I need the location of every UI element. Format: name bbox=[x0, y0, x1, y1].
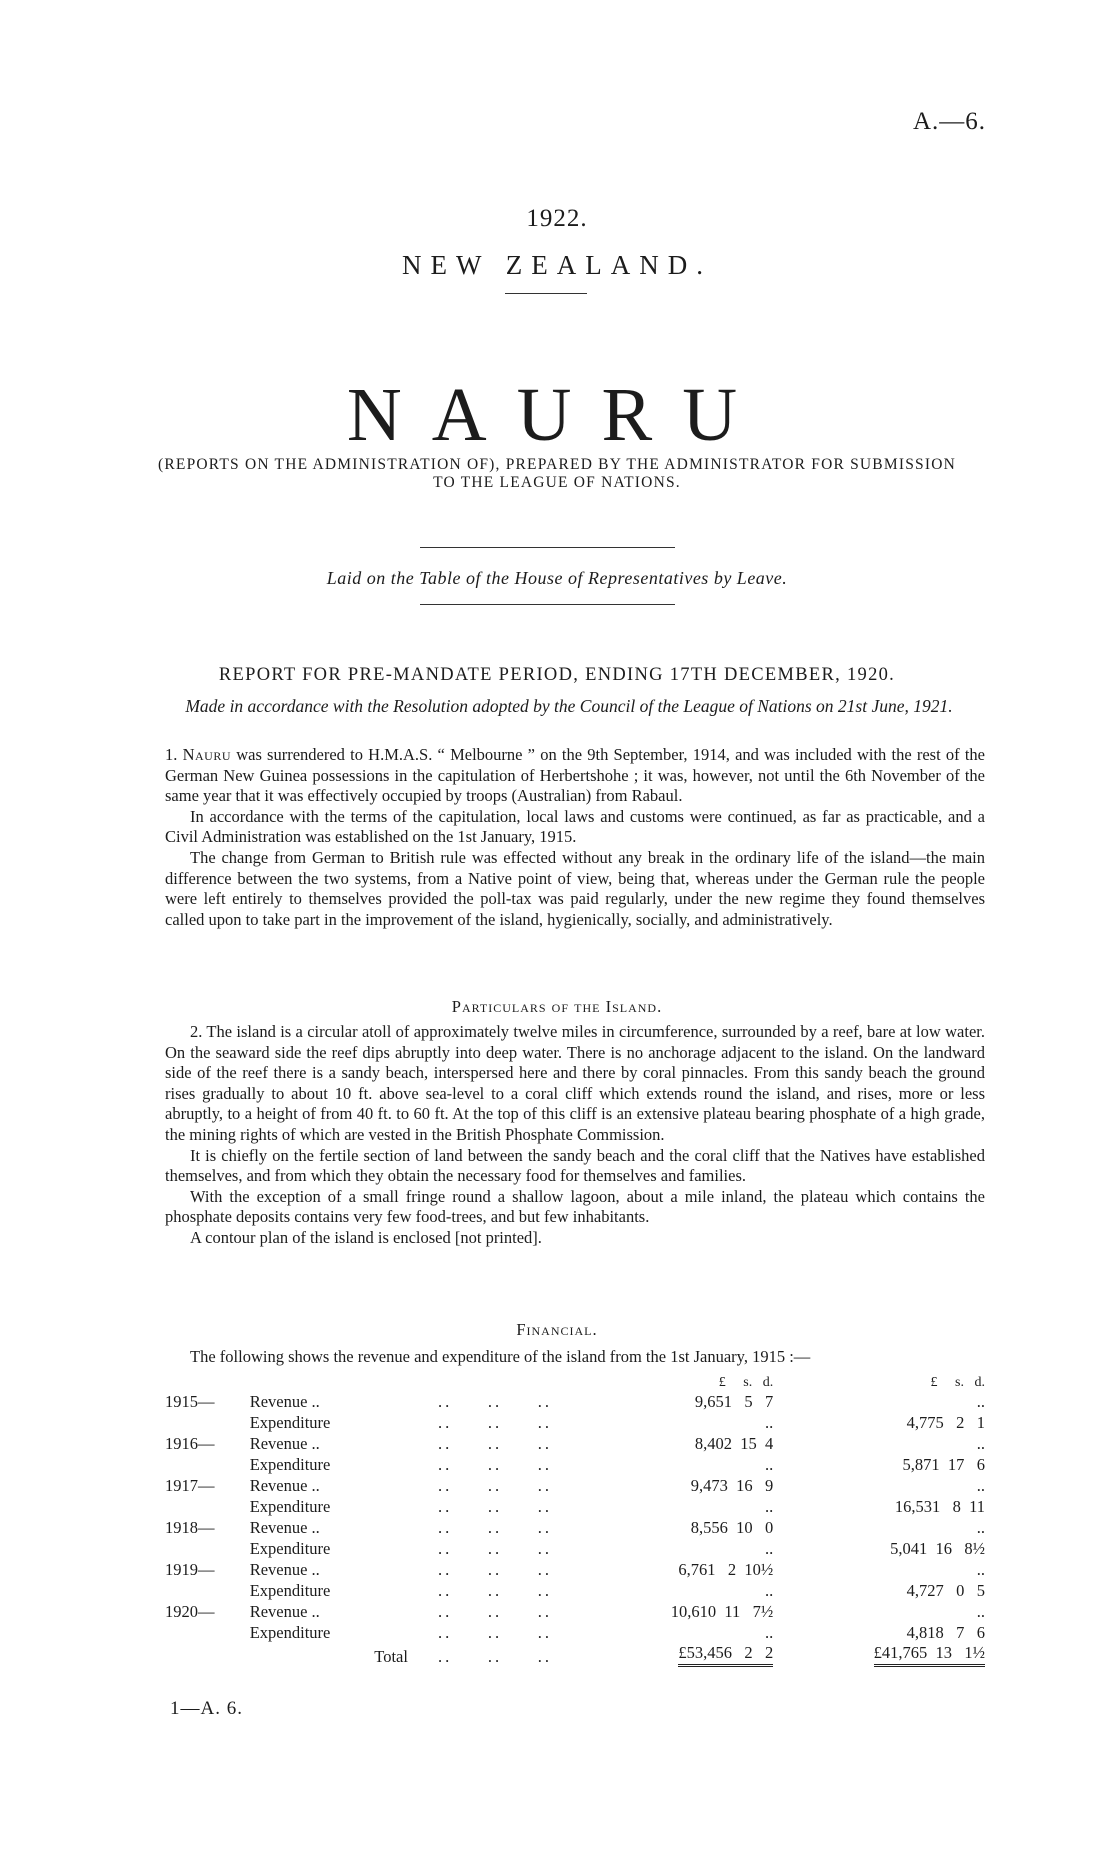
row-year: 1915— bbox=[165, 1392, 215, 1411]
row-revenue: 8,402 15 4 bbox=[694, 1434, 774, 1453]
row-leader-dots: .. .. .. bbox=[437, 1497, 552, 1516]
main-title: NAURU bbox=[346, 373, 768, 457]
paragraph-1 bbox=[165, 745, 985, 807]
row-label: Expenditure bbox=[249, 1455, 331, 1474]
country-heading: NEW ZEALAND. bbox=[402, 250, 712, 280]
row-year bbox=[165, 1538, 250, 1559]
table-row bbox=[165, 1559, 985, 1580]
row-revenue: 9,651 5 7 bbox=[694, 1392, 774, 1411]
total-expenditure: £41,765 13 1½ bbox=[874, 1643, 985, 1667]
paragraph-2: In accordance with the terms of the capitulation, local laws and customs were continued, as far as practicable, and a Civil Administration was established on the 1st January, 1915. bbox=[165, 806, 985, 847]
row-expenditure: 4,727 0 5 bbox=[906, 1581, 985, 1600]
intro-section bbox=[165, 745, 985, 930]
row-label: Revenue .. bbox=[249, 1518, 320, 1537]
expenditure-column-header: £ s. d. bbox=[930, 1375, 985, 1390]
table-row bbox=[165, 1412, 985, 1433]
row-year bbox=[165, 1412, 250, 1433]
row-expenditure: 5,871 17 6 bbox=[902, 1455, 985, 1474]
row-year bbox=[165, 1454, 250, 1475]
heading-financial: Financial. bbox=[516, 1320, 598, 1339]
table-header-row bbox=[165, 1370, 985, 1391]
table-row bbox=[165, 1454, 985, 1475]
row-revenue: 6,761 2 10½ bbox=[678, 1560, 774, 1579]
paragraph-7: A contour plan of the island is enclosed [not printed]. bbox=[190, 1227, 542, 1247]
financial-table bbox=[165, 1370, 985, 1667]
row-label: Revenue .. bbox=[249, 1560, 320, 1579]
divider-short bbox=[505, 293, 587, 294]
particulars-section bbox=[165, 1022, 985, 1249]
row-expenditure: .. bbox=[976, 1560, 985, 1579]
table-row bbox=[165, 1391, 985, 1412]
table-row bbox=[165, 1601, 985, 1622]
table-row bbox=[165, 1622, 985, 1643]
row-year: 1918— bbox=[165, 1518, 215, 1537]
row-expenditure: 16,531 8 11 bbox=[894, 1497, 985, 1516]
row-revenue: 8,556 10 0 bbox=[690, 1518, 774, 1537]
row-label: Expenditure bbox=[249, 1497, 331, 1516]
report-subheading: Made in accordance with the Resolution adopted by the Council of the League of Nations on 21st June, 1921. bbox=[185, 696, 953, 716]
row-label: Revenue .. bbox=[249, 1602, 320, 1621]
paragraph-5: It is chiefly on the fertile section of land between the sandy beach and the coral cliff that the Natives have established themselves, and from which they obtain the necessary food for themselves and families. bbox=[165, 1145, 985, 1186]
row-leader-dots: .. .. .. bbox=[437, 1623, 552, 1642]
row-leader-dots: .. .. .. bbox=[437, 1602, 552, 1621]
table-row bbox=[165, 1496, 985, 1517]
row-leader-dots: .. .. .. bbox=[437, 1455, 552, 1474]
divider-bottom bbox=[420, 604, 675, 605]
row-year: 1919— bbox=[165, 1560, 215, 1579]
row-label: Revenue .. bbox=[249, 1476, 320, 1495]
row-expenditure: .. bbox=[976, 1476, 985, 1495]
row-leader-dots: .. .. .. bbox=[437, 1476, 552, 1495]
row-label: Expenditure bbox=[249, 1623, 331, 1642]
row-revenue: .. bbox=[764, 1581, 774, 1600]
row-revenue: .. bbox=[764, 1497, 774, 1516]
table-row bbox=[165, 1475, 985, 1496]
report-year: 1922. bbox=[526, 205, 588, 232]
row-leader-dots: .. .. .. bbox=[437, 1434, 552, 1453]
footer-signature: 1—A. 6. bbox=[170, 1698, 243, 1719]
paragraph-1-text: was surrendered to H.M.A.S. “ Melbourne ” on the 9th September, 1914, and was included with the rest of the German New Guinea possessions in the capitulation of Herbertshohe ; it was, however, not until the 6th November of the same year that it was effectively occupied by troops (Australian) from Rabaul. bbox=[165, 745, 985, 806]
row-expenditure: 4,818 7 6 bbox=[906, 1623, 985, 1642]
row-revenue: .. bbox=[764, 1455, 774, 1474]
row-label: Expenditure bbox=[249, 1581, 331, 1600]
row-label: Expenditure bbox=[249, 1539, 331, 1558]
row-expenditure: .. bbox=[976, 1434, 985, 1453]
row-label: Revenue .. bbox=[249, 1434, 320, 1453]
row-year bbox=[165, 1496, 250, 1517]
page-reference: A.—6. bbox=[912, 108, 986, 135]
row-revenue: .. bbox=[764, 1623, 774, 1642]
row-leader-dots: .. .. .. bbox=[437, 1518, 552, 1537]
paragraph-3: The change from German to British rule was effected without any break in the ordinary life of the island—the main difference between the two systems, from a Native point of view, being that, whereas under the German rule the people were left entirely to themselves provided the poll-tax was paid regularly, under the new regime they found themselves called upon to take part in the improvement of the island, hygienically, socially, and administratively. bbox=[165, 847, 985, 929]
row-year: 1917— bbox=[165, 1476, 215, 1495]
laid-on-table-note: Laid on the Table of the House of Representatives by Leave. bbox=[326, 568, 788, 588]
row-expenditure: 5,041 16 8½ bbox=[890, 1539, 985, 1558]
total-revenue: £53,456 2 2 bbox=[678, 1643, 773, 1667]
nauru-small-caps: Nauru bbox=[182, 745, 231, 764]
row-leader-dots: .. .. .. bbox=[437, 1581, 552, 1600]
revenue-column-header: £ s. d. bbox=[718, 1375, 774, 1390]
row-leader-dots: .. .. .. bbox=[437, 1392, 552, 1411]
row-revenue: 9,473 16 9 bbox=[690, 1476, 774, 1495]
row-expenditure: 4,775 2 1 bbox=[906, 1413, 985, 1432]
report-heading: REPORT FOR PRE-MANDATE PERIOD, ENDING 17TH DECEMBER, 1920. bbox=[218, 665, 896, 685]
heading-particulars: Particulars of the Island. bbox=[451, 997, 663, 1016]
row-leader-dots: .. .. .. bbox=[437, 1560, 552, 1579]
row-year bbox=[165, 1622, 250, 1643]
row-expenditure: .. bbox=[976, 1518, 985, 1537]
row-revenue: 10,610 11 7½ bbox=[670, 1602, 774, 1621]
paragraph-number: 1. bbox=[165, 745, 183, 764]
row-expenditure: .. bbox=[976, 1392, 985, 1411]
row-leader-dots: .. .. .. bbox=[437, 1413, 552, 1432]
row-leader-dots: .. .. .. bbox=[437, 1539, 552, 1558]
subtitle: (REPORTS ON THE ADMINISTRATION OF), PREPARED BY THE ADMINISTRATOR FOR SUBMISSION TO THE LEAGUE OF NATIONS. bbox=[158, 456, 956, 491]
row-expenditure: .. bbox=[976, 1602, 985, 1621]
paragraph-6: With the exception of a small fringe round a shallow lagoon, about a mile inland, the plateau which contains the phosphate deposits contains very few food-trees, and but few inhabitants. bbox=[165, 1186, 985, 1227]
row-label: Expenditure bbox=[249, 1413, 331, 1432]
total-leader-dots: .. .. .. bbox=[437, 1647, 552, 1666]
divider-top bbox=[420, 547, 675, 548]
financial-intro: The following shows the revenue and expenditure of the island from the 1st January, 1915 :— bbox=[190, 1347, 811, 1366]
table-row bbox=[165, 1580, 985, 1601]
paragraph-4: 2. The island is a circular atoll of approximately twelve miles in circumference, surrounded by a reef, bare at low water. On the seaward side the reef dips abruptly into deep water. There is no anchorage adjacent to the island. On the landward side of the reef there is a sandy beach, interspersed here and there by coral pinnacles. From this sandy beach the ground rises gradually to about 10 ft. above sea-level to a coral cliff which extends round the island, and rises, more or less abruptly, to a height of from 40 ft. to 60 ft. At the top of this cliff is an extensive plateau bearing phosphate of a high grade, the mining rights of which are vested in the British Phosphate Commission. bbox=[165, 1022, 985, 1144]
total-row bbox=[165, 1643, 985, 1667]
row-revenue: .. bbox=[764, 1539, 774, 1558]
table-row bbox=[165, 1538, 985, 1559]
row-year: 1916— bbox=[165, 1434, 215, 1453]
row-year: 1920— bbox=[165, 1602, 215, 1621]
row-revenue: .. bbox=[764, 1413, 774, 1432]
total-label: Total bbox=[374, 1647, 408, 1666]
table-row bbox=[165, 1517, 985, 1538]
table-row bbox=[165, 1433, 985, 1454]
row-label: Revenue .. bbox=[249, 1392, 320, 1411]
row-year bbox=[165, 1580, 250, 1601]
